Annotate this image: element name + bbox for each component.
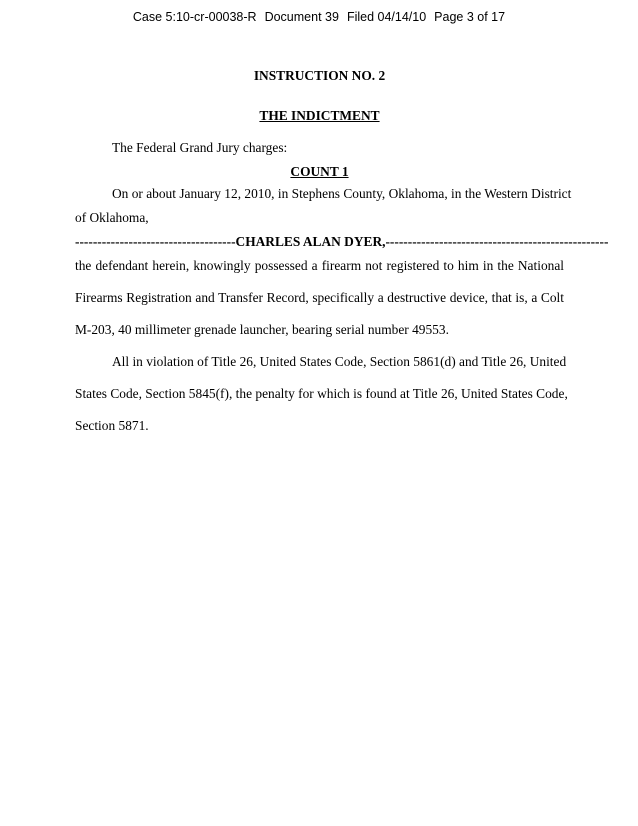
defendant-left-dashes: ------------------------------------ xyxy=(75,234,236,249)
instruction-title: INSTRUCTION NO. 2 xyxy=(253,68,386,83)
section-title: THE INDICTMENT xyxy=(259,108,380,123)
intro-text: The Federal Grand Jury charges: xyxy=(112,140,288,155)
paragraph-1-line-1: On or about January 12, 2010, in Stephens County, Oklahoma, in the Western District xyxy=(112,186,572,201)
case-header xyxy=(0,10,638,24)
defendant-name: CHARLES ALAN DYER, xyxy=(235,234,386,249)
paragraph-3-line-1: All in violation of Title 26, United States Code, Section 5861(d) and Title 26, United xyxy=(112,354,567,369)
page-number: Page 3 of 17 xyxy=(434,10,506,24)
defendant-right-dashes: -------------------------------------------------- xyxy=(385,234,609,249)
paragraph-1-line-2: of Oklahoma, xyxy=(75,210,149,225)
case-number: Case 5:10-cr-00038-R xyxy=(132,10,257,24)
count-title: COUNT 1 xyxy=(290,164,349,179)
document-number: Document 39 xyxy=(264,10,339,24)
paragraph-2-line-3: M-203, 40 millimeter grenade launcher, bearing serial number 49553. xyxy=(75,322,449,337)
filed-date: Filed 04/14/10 xyxy=(346,10,427,24)
paragraph-2-line-2: Firearms Registration and Transfer Record, specifically a destructive device, that is, a Colt xyxy=(75,290,564,305)
paragraph-2-line-1: the defendant herein, knowingly possessed a firearm not registered to him in the National xyxy=(75,258,564,273)
defendant-line xyxy=(75,234,609,250)
paragraph-3-line-2: States Code, Section 5845(f), the penalty for which is found at Title 26, United States Code, xyxy=(75,386,568,401)
paragraph-3-line-3: Section 5871. xyxy=(75,418,149,433)
